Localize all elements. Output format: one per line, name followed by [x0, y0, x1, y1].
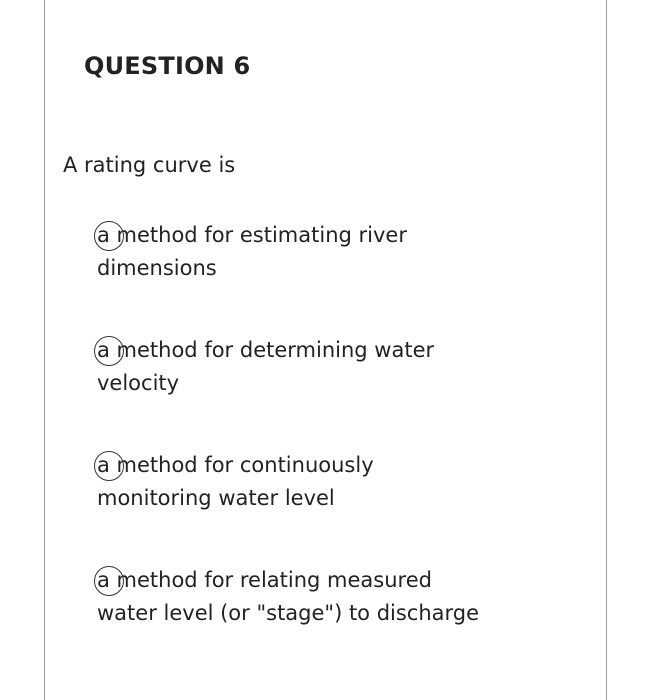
question-title: QUESTION 6 — [84, 52, 251, 80]
answer-option-1[interactable] — [94, 219, 514, 285]
answer-option-4[interactable] — [94, 564, 514, 630]
answer-option-2[interactable] — [94, 334, 514, 400]
answer-option-line-2: dimensions — [97, 256, 217, 280]
radio-button-icon[interactable] — [94, 451, 124, 481]
answer-option-label — [94, 334, 514, 400]
answer-option-label — [94, 564, 514, 630]
answer-option-line-1: a method for determining water — [97, 338, 435, 362]
answer-option-line-1: a method for estimating river — [97, 223, 407, 247]
question-prompt: A rating curve is — [63, 153, 236, 177]
answer-option-line-2: velocity — [97, 371, 180, 395]
radio-button-icon[interactable] — [94, 221, 124, 251]
radio-button-icon[interactable] — [94, 336, 124, 366]
answer-option-line-2: water level (or "stage") to discharge — [97, 601, 480, 625]
answer-option-line-1: a method for relating measured — [97, 568, 432, 592]
answer-option-line-2: monitoring water level — [97, 486, 335, 510]
radio-button-icon[interactable] — [94, 566, 124, 596]
answer-option-label — [94, 449, 514, 515]
answer-option-3[interactable] — [94, 449, 514, 515]
answer-option-label — [94, 219, 514, 285]
answer-option-line-1: a method for continuously — [97, 453, 374, 477]
answer-options — [94, 219, 514, 679]
